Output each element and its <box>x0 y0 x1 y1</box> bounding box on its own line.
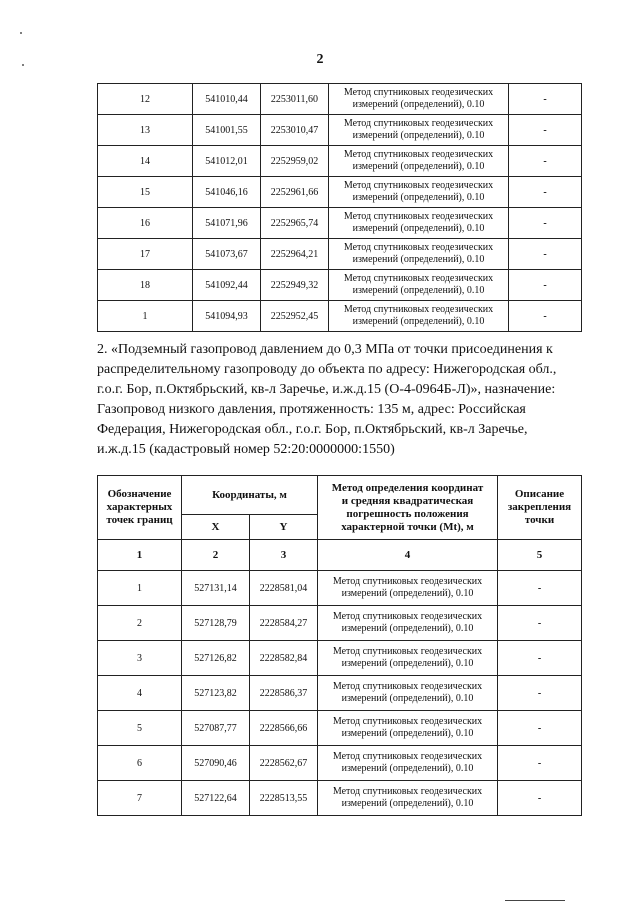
method-line: измерений (определений), 0.10 <box>352 161 485 172</box>
table-row <box>98 208 582 239</box>
coord-x: 527122,64 <box>182 781 250 816</box>
coord-x: 541071,96 <box>193 208 261 239</box>
method-line: Метод спутниковых геодезических <box>343 304 494 315</box>
method-line: Метод спутниковых геодезических <box>343 180 494 191</box>
method-line: Метод спутниковых геодезических <box>332 611 483 622</box>
fixing-description: - <box>509 270 582 301</box>
point-number: 1 <box>98 571 182 606</box>
method-line: измерений (определений), 0.10 <box>341 763 474 774</box>
coord-x: 527126,82 <box>182 641 250 676</box>
coord-y: 2252961,66 <box>261 177 329 208</box>
method-line: Метод спутниковых геодезических <box>343 242 494 253</box>
table-row <box>98 301 582 332</box>
point-number: 3 <box>98 641 182 676</box>
method <box>329 208 509 239</box>
column-number: 1 <box>98 540 182 571</box>
column-number: 4 <box>318 540 498 571</box>
coord-x: 541012,01 <box>193 146 261 177</box>
method <box>329 115 509 146</box>
method-line: Метод спутниковых геодезических <box>332 716 483 727</box>
coord-x: 527128,79 <box>182 606 250 641</box>
coord-x: 541001,55 <box>193 115 261 146</box>
method-line: измерений (определений), 0.10 <box>352 130 485 141</box>
point-number: 13 <box>98 115 193 146</box>
coord-y: 2252949,32 <box>261 270 329 301</box>
method <box>329 270 509 301</box>
table-row <box>98 146 582 177</box>
method-line: измерений (определений), 0.10 <box>341 588 474 599</box>
method-line: Метод спутниковых геодезических <box>332 646 483 657</box>
method-line: измерений (определений), 0.10 <box>341 658 474 669</box>
point-number: 4 <box>98 676 182 711</box>
coord-y: 2228586,37 <box>250 676 318 711</box>
method <box>318 746 498 781</box>
table-row <box>98 711 582 746</box>
table-row <box>98 239 582 270</box>
method-line: измерений (определений), 0.10 <box>352 99 485 110</box>
method-line: измерений (определений), 0.10 <box>341 623 474 634</box>
method-line: Метод спутниковых геодезических <box>332 681 483 692</box>
method <box>318 571 498 606</box>
coord-x: 541094,93 <box>193 301 261 332</box>
fixing-description: - <box>509 146 582 177</box>
fixing-description: - <box>509 177 582 208</box>
header-y: Y <box>250 515 318 540</box>
point-number: 18 <box>98 270 193 301</box>
point-number: 17 <box>98 239 193 270</box>
fixing-description: - <box>498 676 582 711</box>
paragraph-line: 2. «Подземный газопровод давлением до 0,3 МПа от точки присоединения к <box>97 342 553 357</box>
method-line: Метод спутниковых геодезических <box>343 149 494 160</box>
method <box>329 239 509 270</box>
page-footer-line <box>505 900 565 901</box>
column-number: 3 <box>250 540 318 571</box>
method-line: измерений (определений), 0.10 <box>352 192 485 203</box>
method-line: Метод спутниковых геодезических <box>343 87 494 98</box>
method-line: измерений (определений), 0.10 <box>341 798 474 809</box>
table-row <box>98 676 582 711</box>
header-point-designation: Обозначение характерных точек границ <box>98 476 182 540</box>
fixing-description: - <box>509 208 582 239</box>
method-line: измерений (определений), 0.10 <box>352 285 485 296</box>
coord-x: 541073,67 <box>193 239 261 270</box>
paragraph-line: г.о.г. Бор, п.Октябрьский, кв-л Заречье, и.ж.д.15 (О-4-0964Б-Л)», назначение: <box>97 382 556 397</box>
header-x: X <box>182 515 250 540</box>
coord-x: 527123,82 <box>182 676 250 711</box>
coord-y: 2252959,02 <box>261 146 329 177</box>
method <box>329 301 509 332</box>
fixing-description: - <box>509 84 582 115</box>
coord-x: 541010,44 <box>193 84 261 115</box>
method-line: Метод спутниковых геодезических <box>332 751 483 762</box>
fixing-description: - <box>498 606 582 641</box>
table-row <box>98 606 582 641</box>
method <box>329 84 509 115</box>
method <box>318 676 498 711</box>
coord-y: 2252964,21 <box>261 239 329 270</box>
method <box>329 146 509 177</box>
fixing-description: - <box>509 115 582 146</box>
coord-x: 527090,46 <box>182 746 250 781</box>
point-number: 6 <box>98 746 182 781</box>
method-line: измерений (определений), 0.10 <box>352 316 485 327</box>
fixing-description: - <box>498 746 582 781</box>
table-row <box>98 746 582 781</box>
table-row <box>98 115 582 146</box>
coord-x: 541046,16 <box>193 177 261 208</box>
table-row <box>98 84 582 115</box>
table-row <box>98 177 582 208</box>
method-line: Метод спутниковых геодезических <box>343 211 494 222</box>
coord-y: 2228513,55 <box>250 781 318 816</box>
column-number: 5 <box>498 540 582 571</box>
method <box>318 781 498 816</box>
paragraph-line: Газопровод низкого давления, протяженность: 135 м, адрес: Российская <box>97 402 526 417</box>
fixing-description: - <box>498 711 582 746</box>
method-line: измерений (определений), 0.10 <box>341 728 474 739</box>
coord-y: 2228582,84 <box>250 641 318 676</box>
scan-speck <box>20 32 22 34</box>
fixing-description: - <box>498 641 582 676</box>
coord-x: 541092,44 <box>193 270 261 301</box>
coord-y: 2253010,47 <box>261 115 329 146</box>
method <box>318 606 498 641</box>
method-line: Метод спутниковых геодезических <box>332 786 483 797</box>
table-row <box>98 641 582 676</box>
header-method: Метод определения координат и средняя квадратическая погрешность положения характерной точки (Mt), м <box>318 476 498 540</box>
method-line: Метод спутниковых геодезических <box>343 273 494 284</box>
point-number: 16 <box>98 208 193 239</box>
point-number: 15 <box>98 177 193 208</box>
coord-y: 2228584,27 <box>250 606 318 641</box>
method-line: измерений (определений), 0.10 <box>352 223 485 234</box>
coordinates-table <box>97 475 582 816</box>
column-number: 2 <box>182 540 250 571</box>
fixing-description: - <box>498 781 582 816</box>
point-number: 5 <box>98 711 182 746</box>
header-coordinates: Координаты, м <box>182 476 318 515</box>
fixing-description: - <box>509 301 582 332</box>
table-row <box>98 270 582 301</box>
method-line: Метод спутниковых геодезических <box>332 576 483 587</box>
coord-x: 527131,14 <box>182 571 250 606</box>
coord-y: 2252952,45 <box>261 301 329 332</box>
coord-y: 2253011,60 <box>261 84 329 115</box>
coord-y: 2252965,74 <box>261 208 329 239</box>
coord-y: 2228581,04 <box>250 571 318 606</box>
point-number: 7 <box>98 781 182 816</box>
object-description-paragraph <box>97 340 581 460</box>
header-description: Описание закрепления точки <box>498 476 582 540</box>
method-line: Метод спутниковых геодезических <box>343 118 494 129</box>
coord-y: 2228566,66 <box>250 711 318 746</box>
paragraph-line: и.ж.д.15 (кадастровый номер 52:20:0000000:1550) <box>97 442 395 457</box>
method <box>329 177 509 208</box>
point-number: 14 <box>98 146 193 177</box>
page-number: 2 <box>316 52 324 67</box>
table-row <box>98 571 582 606</box>
paragraph-line: Федерация, Нижегородская обл., г.о.г. Бор, п.Октябрьский, кв-л Заречье, <box>97 422 528 437</box>
fixing-description: - <box>498 571 582 606</box>
coord-x: 527087,77 <box>182 711 250 746</box>
fixing-description: - <box>509 239 582 270</box>
point-number: 12 <box>98 84 193 115</box>
method-line: измерений (определений), 0.10 <box>341 693 474 704</box>
method <box>318 711 498 746</box>
method-line: измерений (определений), 0.10 <box>352 254 485 265</box>
point-number: 1 <box>98 301 193 332</box>
table-row <box>98 781 582 816</box>
method <box>318 641 498 676</box>
paragraph-line: распределительному газопроводу до объекта по адресу: Нижегородская обл., <box>97 362 557 377</box>
point-number: 2 <box>98 606 182 641</box>
coordinates-table-continued <box>97 83 582 332</box>
coord-y: 2228562,67 <box>250 746 318 781</box>
